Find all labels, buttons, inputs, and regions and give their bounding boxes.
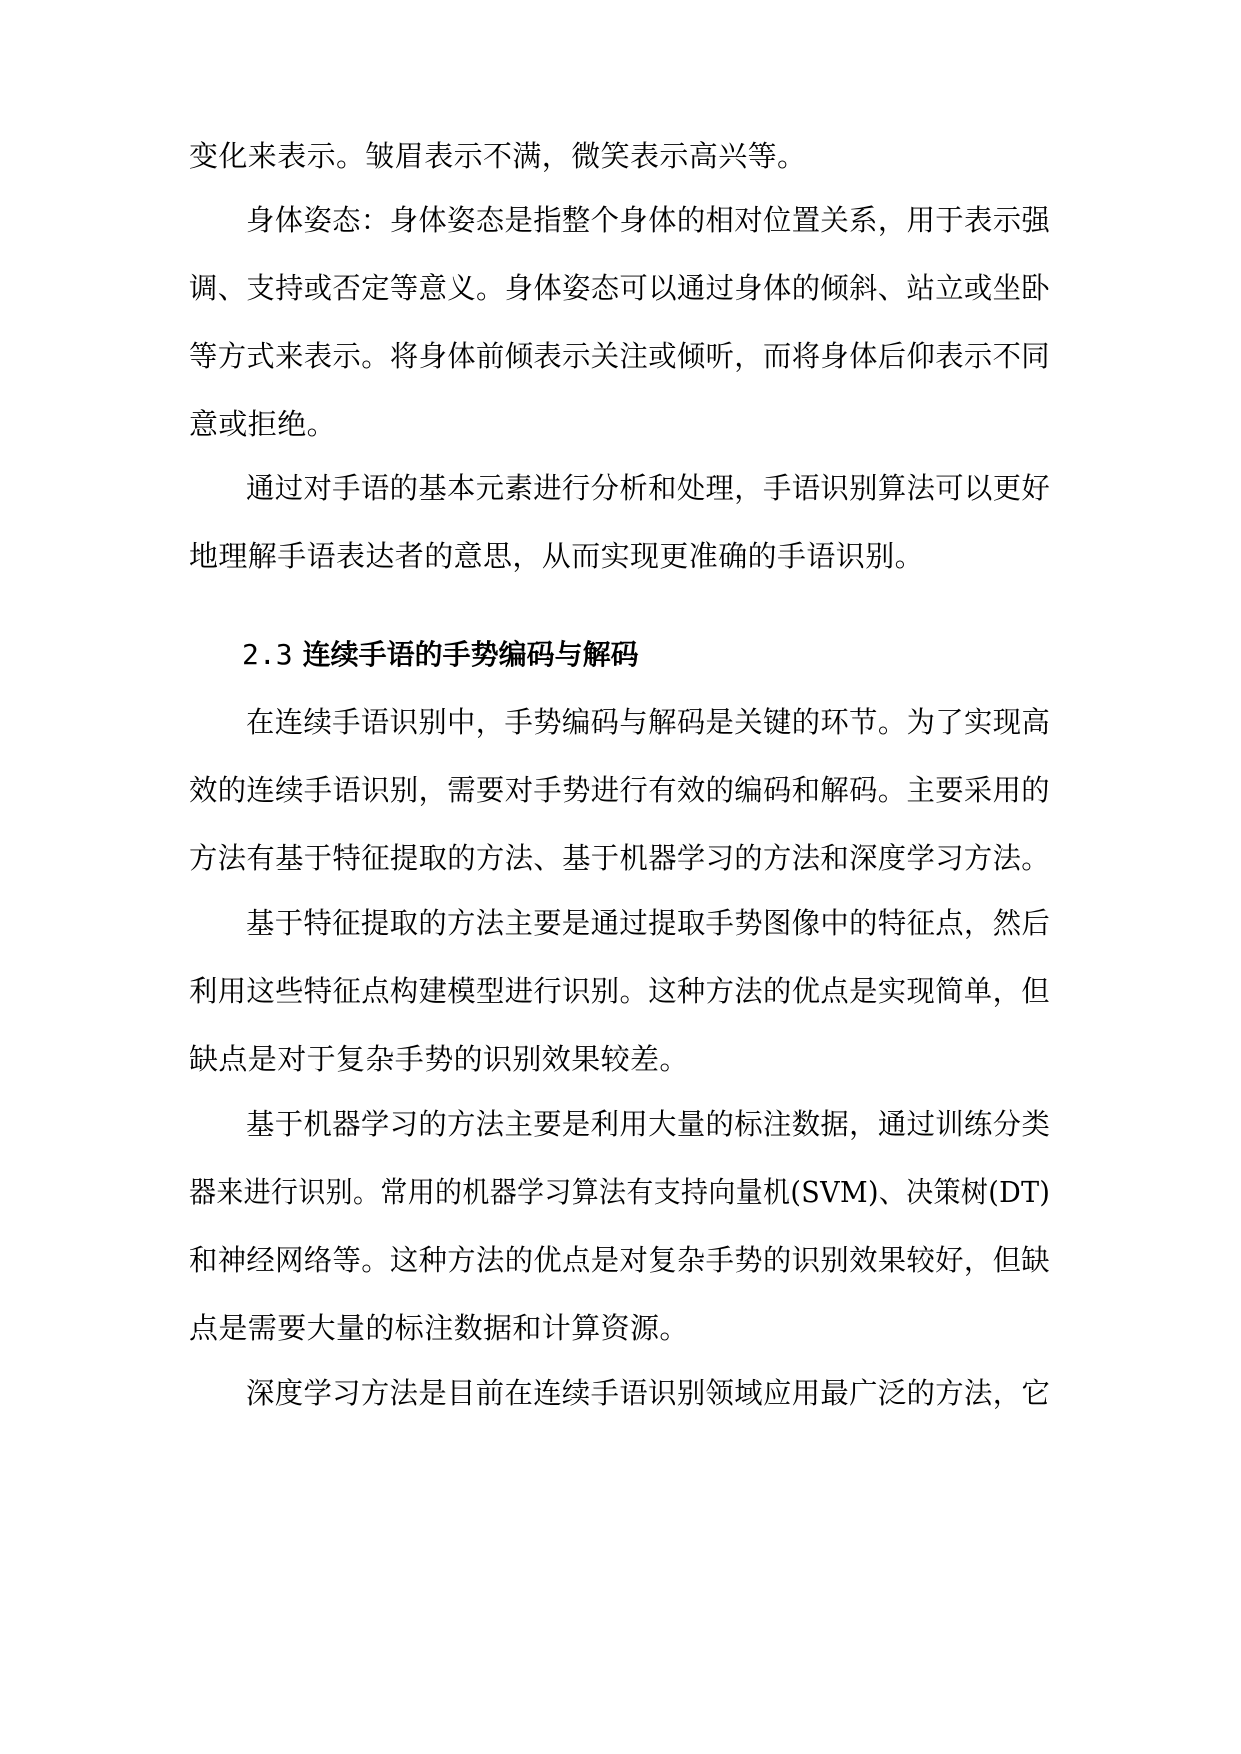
- paragraph-line: 地理解手语表达者的意思，从而实现更准确的手语识别。: [189, 539, 925, 573]
- paragraph-line: 方法有基于特征提取的方法、基于机器学习的方法和深度学习方法。: [189, 841, 1051, 875]
- paragraph-line: 通过对手语的基本元素进行分析和处理，手语识别算法可以更好: [246, 471, 1051, 505]
- paragraph-line: 器来进行识别。常用的机器学习算法有支持向量机(SVM)、决策树(DT): [189, 1175, 1051, 1209]
- paragraph-line: 变化来表示。皱眉表示不满，微笑表示高兴等。: [189, 139, 807, 173]
- paragraph-line: 身体姿态：身体姿态是指整个身体的相对位置关系，用于表示强: [246, 203, 1051, 237]
- paragraph-line: 意或拒绝。: [189, 407, 337, 441]
- paragraph-line: 基于特征提取的方法主要是通过提取手势图像中的特征点，然后: [246, 906, 1051, 940]
- paragraph-line: 深度学习方法是目前在连续手语识别领域应用最广泛的方法，它: [246, 1376, 1051, 1410]
- paragraph-line: 等方式来表示。将身体前倾表示关注或倾听，而将身体后仰表示不同: [189, 339, 1051, 373]
- paragraph-line: 效的连续手语识别，需要对手势进行有效的编码和解码。主要采用的: [189, 773, 1051, 807]
- paragraph-line: 和神经网络等。这种方法的优点是对复杂手势的识别效果较好，但缺: [189, 1243, 1051, 1277]
- section-number: 2.3: [242, 638, 293, 671]
- paragraph-line: 在连续手语识别中，手势编码与解码是关键的环节。为了实现高: [246, 705, 1051, 739]
- paragraph-line: 利用这些特征点构建模型进行识别。这种方法的优点是实现简单，但: [189, 974, 1051, 1008]
- paragraph-line: 点是需要大量的标注数据和计算资源。: [189, 1311, 689, 1345]
- paragraph-line: 缺点是对于复杂手势的识别效果较差。: [189, 1042, 689, 1076]
- paragraph-line: 基于机器学习的方法主要是利用大量的标注数据，通过训练分类: [246, 1107, 1051, 1141]
- section-title: 连续手语的手势编码与解码: [302, 638, 639, 671]
- section-heading: [242, 635, 639, 675]
- paragraph-line: 调、支持或否定等意义。身体姿态可以通过身体的倾斜、站立或坐卧: [189, 271, 1051, 305]
